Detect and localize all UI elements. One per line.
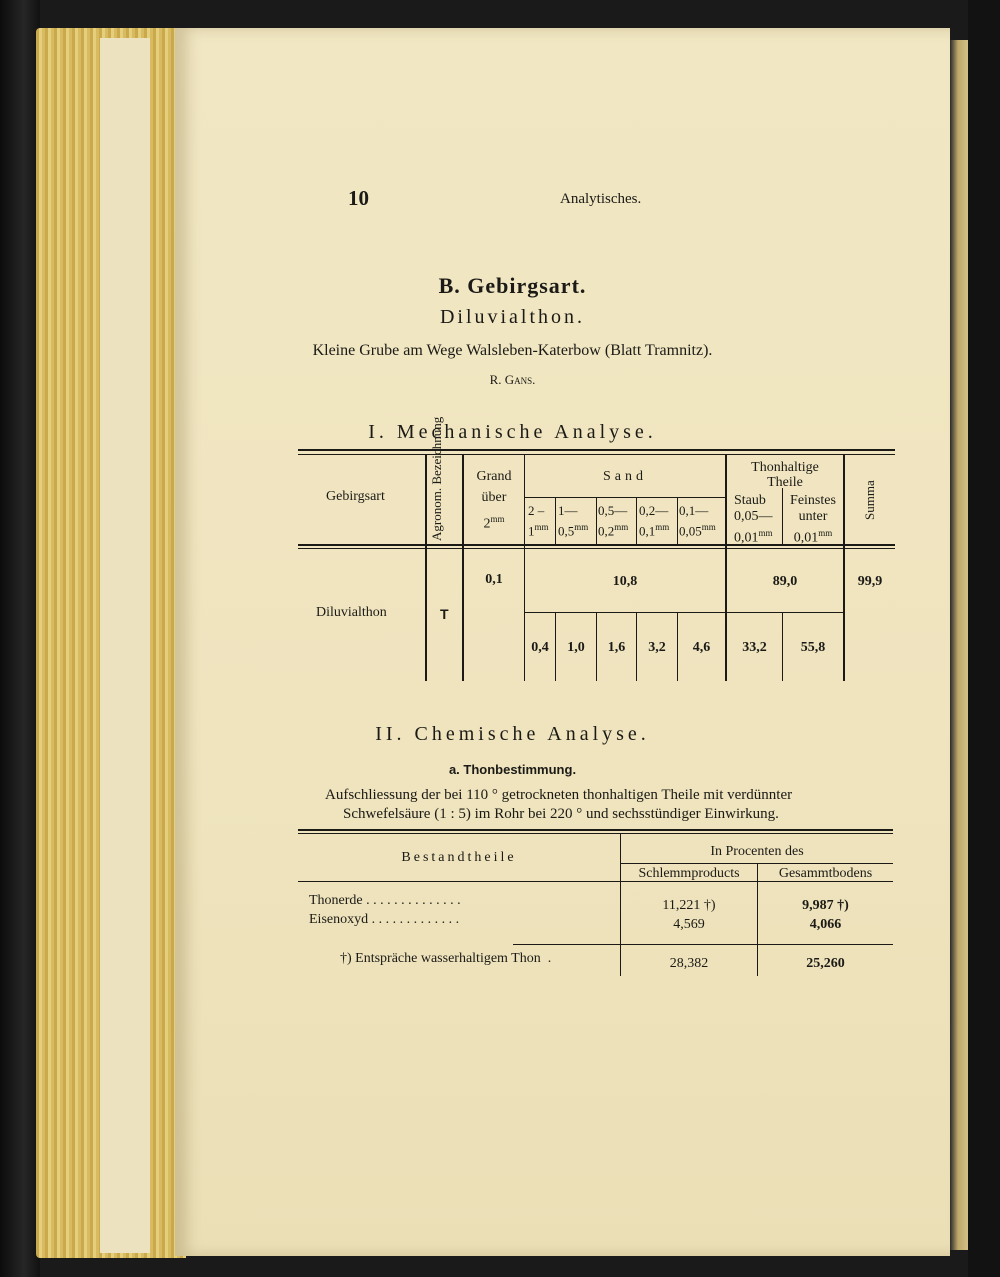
header-grand: Grand <box>476 469 512 484</box>
row-thonerde-schlemm: 11,221 †) <box>662 898 716 913</box>
row-thonerde-gesammt: 9,987 †) <box>802 898 849 913</box>
header-gesammt: Gesammtbodens <box>778 866 873 881</box>
right-page-edge <box>950 40 970 1250</box>
value-summa: 99,9 <box>857 574 883 589</box>
chemical-analysis-title: II. Chemische Analyse. <box>375 723 650 745</box>
sand-col-5: 0,1— $0,05^{mm}$ <box>679 503 716 539</box>
value-sand-total: 10,8 <box>612 574 638 589</box>
header-theile: Theile <box>767 475 803 490</box>
row-eisenoxyd-schlemm: 4,569 <box>673 917 705 932</box>
value-sand-4: 3,2 <box>648 640 666 655</box>
value-sand-3: 1,6 <box>607 640 626 655</box>
location-line: Kleine Grube am Wege Walsleben-Katerbow (Blatt Tramnitz). <box>312 342 713 359</box>
row-agronom: T <box>440 606 449 622</box>
header-thonhaltige: Thonhaltige <box>751 460 819 475</box>
header-schlemm: Schlemmproducts <box>638 866 740 881</box>
running-head: Analytisches. <box>560 191 642 207</box>
header-ueber: über <box>481 490 507 505</box>
value-grand: 0,1 <box>485 572 503 587</box>
sand-col-3: 0,5— $0,2^{mm}$ <box>598 503 629 539</box>
method-text-line-2: Schwefelsäure (1 : 5) im Rohr bei 220 ° und sechsstündiger Einwirkung. <box>343 806 779 822</box>
header-gebirgsart: Gebirgsart <box>326 489 385 504</box>
value-sand-1: 0,4 <box>531 640 549 655</box>
inserted-leaf <box>100 38 150 1253</box>
row-eisenoxyd-gesammt: 4,066 <box>809 917 842 932</box>
header-2mm: $2^{mm}$ <box>483 514 505 532</box>
background <box>968 0 1000 1277</box>
row-eisenoxyd-label: Eisenoxyd . . . . . . . . . . . . . <box>309 912 460 927</box>
method-text-line-1: Aufschliessung der bei 110 ° getrockneten thonhaltigen Theile mit verdünnter <box>325 787 793 803</box>
author: R. Gans. <box>489 372 536 387</box>
rock-type-title: Diluvialthon. <box>439 306 586 328</box>
sand-col-1: 2 – $1^{mm}$ <box>528 503 549 539</box>
sand-col-4: 0,2— $0,1^{mm}$ <box>639 503 670 539</box>
header-in-procenten: In Procenten des <box>710 844 804 859</box>
header-agronom: Agronom. Bezeichnung <box>429 416 444 541</box>
value-sand-2: 1,0 <box>567 640 585 655</box>
header-feinstes: Feinstes unter $0,01^{mm}$ <box>790 493 836 546</box>
value-sand-5: 4,6 <box>692 640 711 655</box>
mechanical-analysis-title: I. Mechanische Analyse. <box>368 421 657 443</box>
footnote-gesammt: 25,260 <box>806 956 845 971</box>
value-staub: 33,2 <box>742 640 767 655</box>
value-feinstes: 55,8 <box>800 640 826 655</box>
sand-col-2: 1— $0,5^{mm}$ <box>558 503 589 539</box>
chemical-subtitle: a. Thonbestimmung. <box>448 762 577 777</box>
footnote-schlemm: 28,382 <box>669 956 709 971</box>
header-summa: Summa <box>862 480 877 520</box>
row-thonerde-label: Thonerde . . . . . . . . . . . . . . <box>309 893 461 908</box>
footnote-label: †) Entspräche wasserhaltigem Thon . <box>340 951 552 966</box>
row-name: Diluvialthon <box>316 605 387 620</box>
header-sand: Sand <box>603 469 647 484</box>
header-bestandtheile: Bestandtheile <box>401 850 517 865</box>
page-number: 10 <box>348 186 369 210</box>
section-title: B. Gebirgsart. <box>438 273 587 298</box>
value-thon-total: 89,0 <box>772 574 798 589</box>
header-staub: Staub 0,05— $0,01^{mm}$ <box>734 493 773 546</box>
book-spine <box>0 0 40 1277</box>
